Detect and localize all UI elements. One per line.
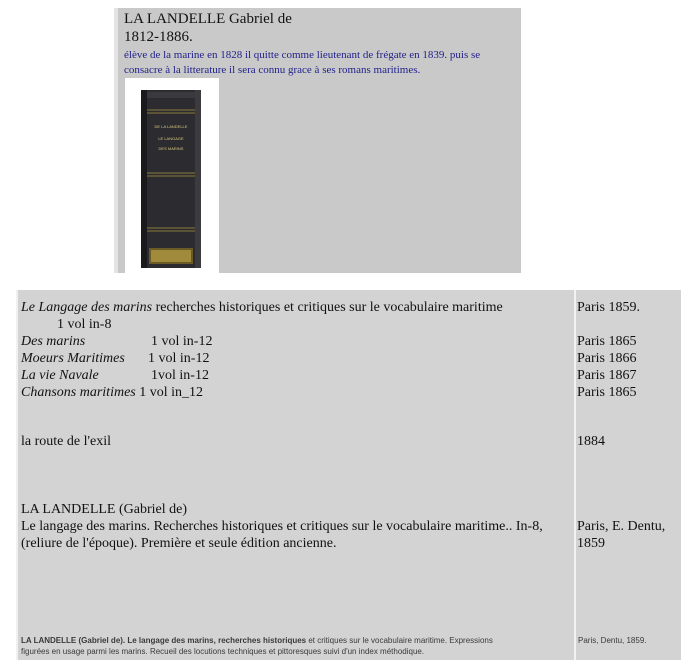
author-header: [114, 8, 521, 273]
work-format: 1 vol in-8: [57, 317, 112, 332]
entry-place-2: 1859: [577, 536, 605, 551]
works-table: [16, 290, 681, 660]
work-desc: recherches historiques et critiques sur le vocabulaire maritime: [152, 300, 503, 315]
work-title: La vie Navale: [21, 368, 99, 383]
work-row-1: [21, 299, 503, 316]
author-dates: 1812-1886.: [124, 29, 193, 45]
footnote-line-2: figurées en usage parmi les marins. Recueil des locutions techniques et pittoresques suivi d'un index méthodique.: [21, 647, 425, 656]
work-title: Moeurs Maritimes: [21, 351, 125, 366]
work-format: 1vol in-12: [151, 368, 209, 383]
footnote-bold: LA LANDELLE (Gabriel de). Le langage des marins, recherches historiques: [21, 636, 307, 645]
column-divider: [574, 290, 576, 660]
entry-line-2: (reliure de l'époque). Première et seule édition ancienne.: [21, 536, 337, 551]
entry-place-1: Paris, E. Dentu,: [577, 519, 666, 534]
author-bio: élève de la marine en 1828 il quitte comme lieutenant de frégate en 1839. puis se consacre à la litterature il sera connu grace à ses romans maritimes.: [124, 49, 481, 76]
author-name: LA LANDELLE Gabriel de: [124, 11, 292, 27]
book-image: [125, 78, 219, 273]
work-title: Chansons maritimes: [21, 385, 136, 400]
footnote-rest: et critiques sur le vocabulaire maritime. Expressions: [306, 636, 493, 645]
entry-author: LA LANDELLE (Gabriel de): [21, 502, 187, 517]
work-row-5: [21, 384, 203, 401]
work-place: Paris 1859.: [577, 300, 640, 315]
exile-year: 1884: [577, 434, 605, 449]
work-title: Des marins: [21, 334, 86, 349]
spine-text-3: DES MARINS: [158, 146, 184, 151]
spine-text-1: DE LA LANDELLE: [154, 124, 188, 129]
work-format: 1 vol in_12: [139, 385, 204, 400]
work-format: 1 vol in-12: [151, 334, 213, 349]
entry-line-1: Le langage des marins. Recherches historiques et critiques sur le vocabulaire maritime.. In-8,: [21, 519, 543, 534]
work-place: Paris 1867: [577, 368, 637, 383]
work-title: Le Langage des marins: [21, 300, 153, 315]
footnote-place: Paris, Dentu, 1859.: [578, 636, 647, 645]
work-place: Paris 1865: [577, 385, 637, 400]
work-place: Paris 1865: [577, 334, 637, 349]
work-place: Paris 1866: [577, 351, 637, 366]
spine-text-2: LE LANGAGE: [158, 136, 184, 141]
exile-title: la route de l'exil: [21, 434, 111, 449]
footnote-line-1: [21, 636, 493, 646]
work-format: 1 vol in-12: [148, 351, 210, 366]
